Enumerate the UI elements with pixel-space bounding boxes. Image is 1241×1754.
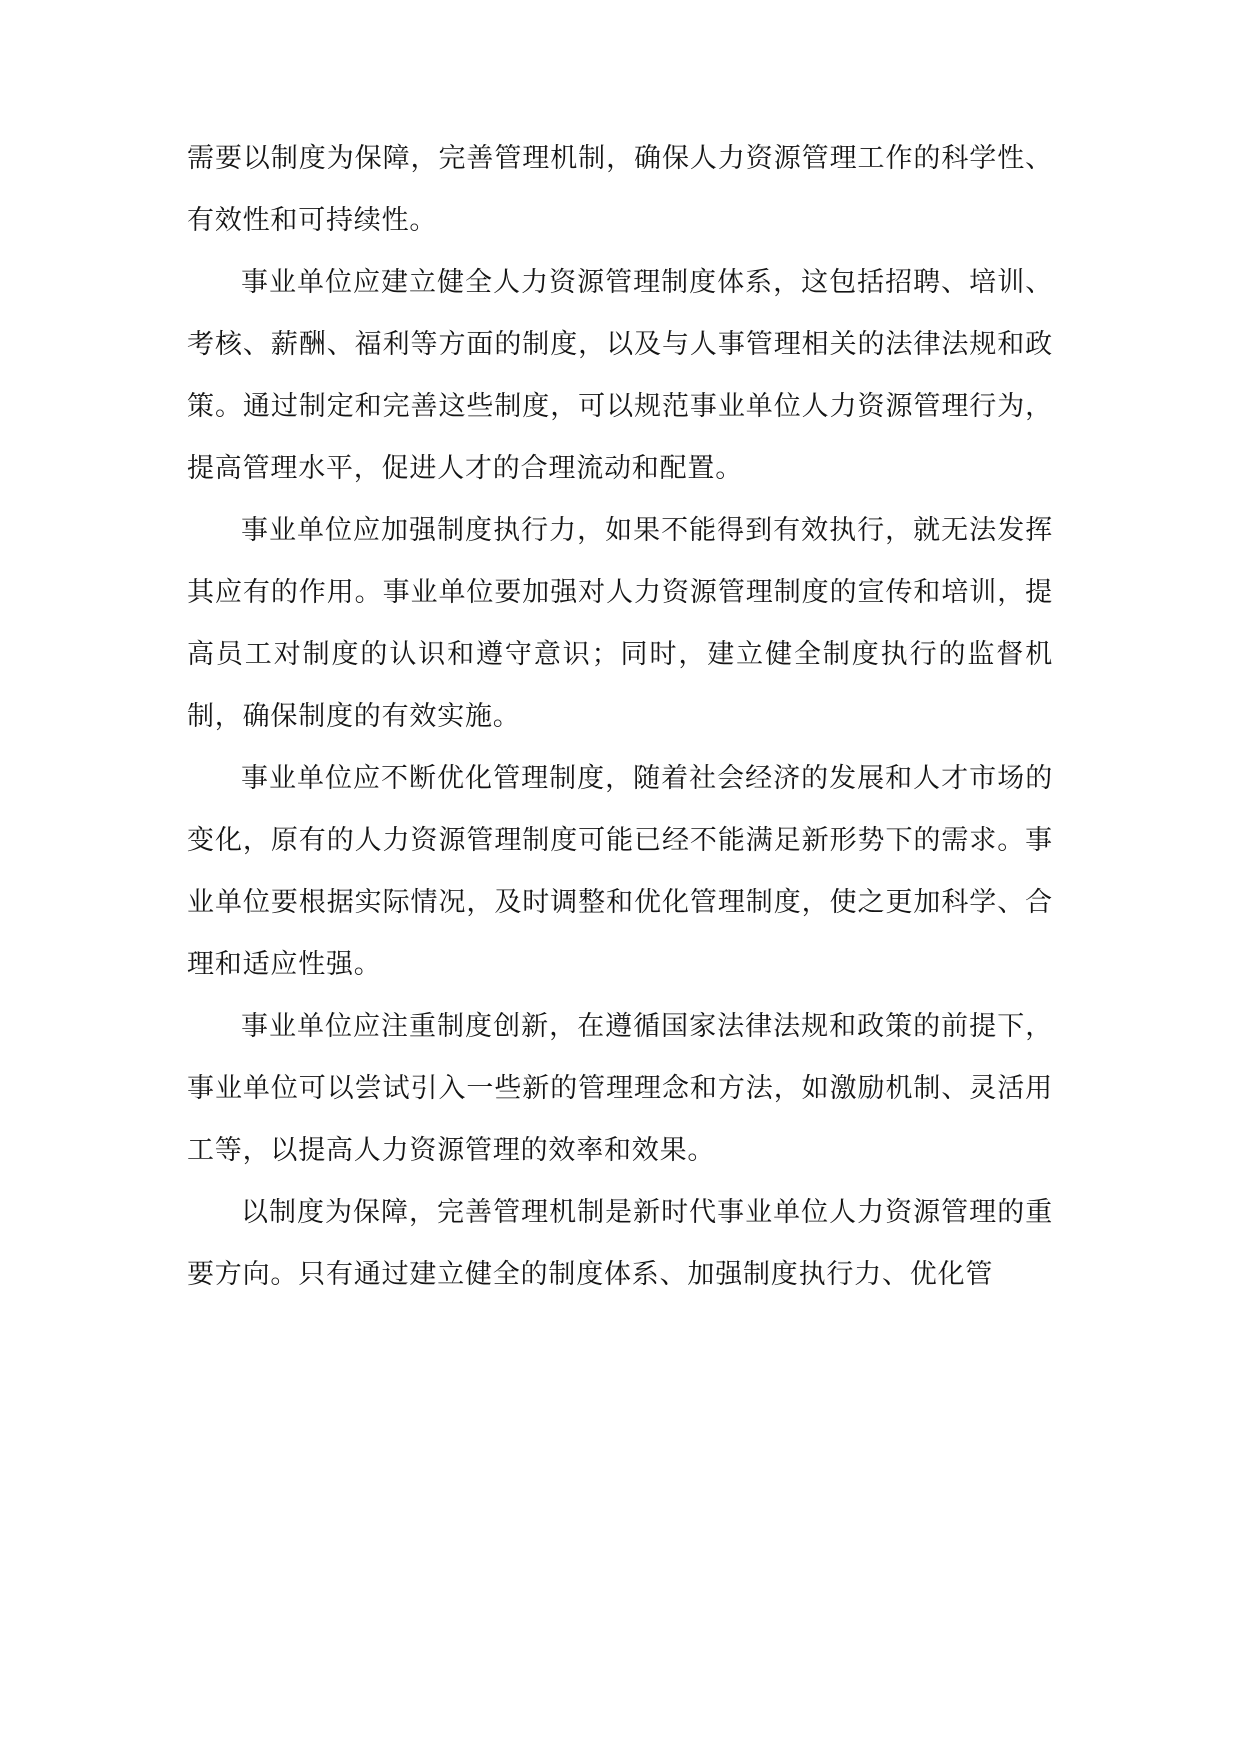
paragraph-system-innovation: 事业单位应注重制度创新，在遵循国家法律法规和政策的前提下，事业单位可以尝试引入一些新的管理理念和方法，如激励机制、灵活用工等，以提高人力资源管理的效率和效果。 — [187, 1011, 1053, 1166]
paragraph-continuation: 需要以制度为保障，完善管理机制，确保人力资源管理工作的科学性、有效性和可持续性。 — [187, 143, 1053, 236]
paragraph-system-execution: 事业单位应加强制度执行力，如果不能得到有效执行，就无法发挥其应有的作用。事业单位要加强对人力资源管理制度的宣传和培训，提高员工对制度的认识和遵守意识；同时，建立健全制度执行的监督机制，确保制度的有效实施。 — [187, 515, 1053, 732]
paragraph-system-establishment: 事业单位应建立健全人力资源管理制度体系，这包括招聘、培训、考核、薪酬、福利等方面的制度，以及与人事管理相关的法律法规和政策。通过制定和完善这些制度，可以规范事业单位人力资源管理行为，提高管理水平，促进人才的合理流动和配置。 — [187, 267, 1053, 484]
document-body — [187, 128, 1053, 1306]
paragraph-system-optimization: 事业单位应不断优化管理制度，随着社会经济的发展和人才市场的变化，原有的人力资源管理制度可能已经不能满足新形势下的需求。事业单位要根据实际情况，及时调整和优化管理制度，使之更加科学、合理和适应性强。 — [187, 763, 1053, 980]
paragraph-conclusion: 以制度为保障，完善管理机制是新时代事业单位人力资源管理的重要方向。只有通过建立健全的制度体系、加强制度执行力、优化管 — [187, 1197, 1053, 1290]
